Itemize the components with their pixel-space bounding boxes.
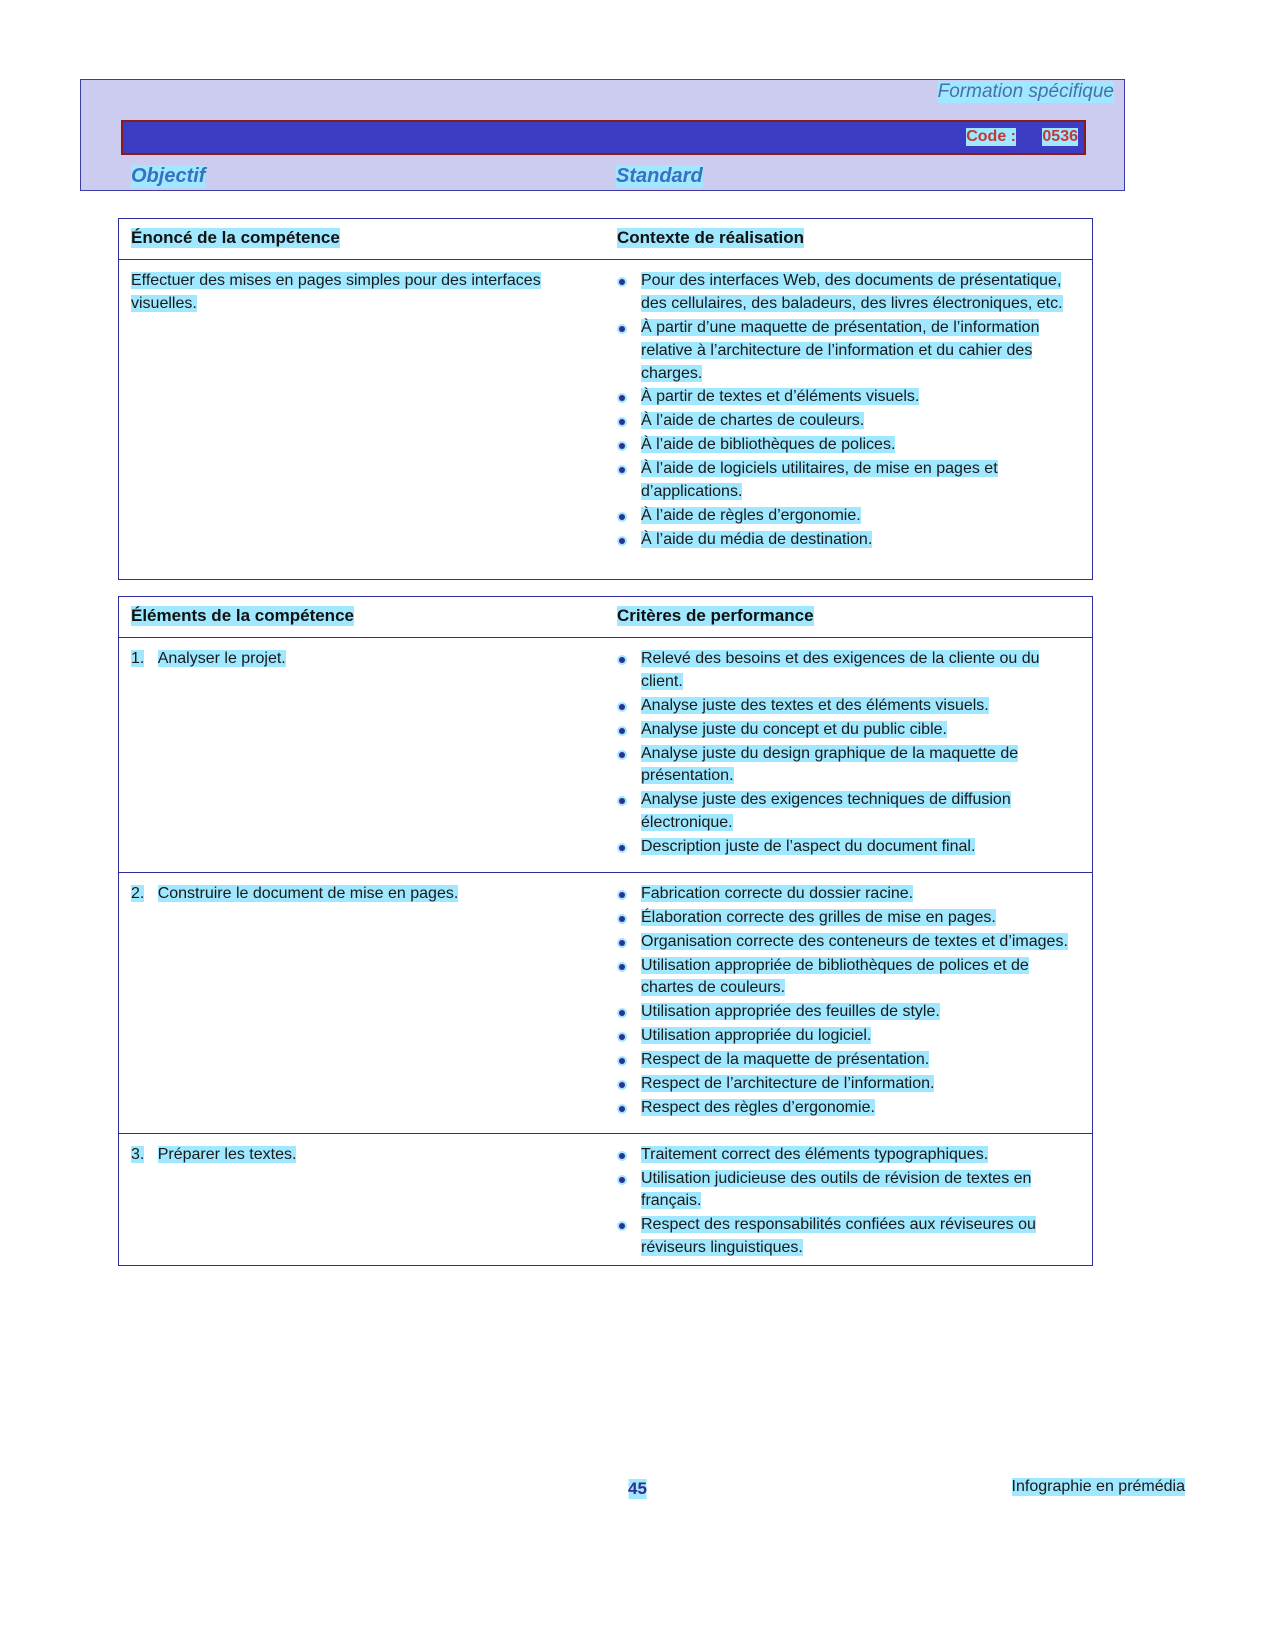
criteria-item-text: Analyse juste des exigences techniques de diffusion électronique. xyxy=(641,791,1011,832)
element-label: Construire le document de mise en pages. xyxy=(157,884,459,902)
context-item-text: À l’aide de logiciels utilitaires, de mise en pages et d’applications. xyxy=(641,460,998,500)
list-item xyxy=(611,1073,1084,1096)
criteria-item-text: Utilisation appropriée du logiciel. xyxy=(641,1027,872,1045)
competence-table xyxy=(118,218,1093,580)
competence-header-right: Contexte de réalisation xyxy=(617,228,805,247)
list-item xyxy=(611,719,1084,742)
element-label-cell xyxy=(119,638,607,872)
list-item xyxy=(611,955,1084,1001)
context-item-text: À partir de textes et d’éléments visuels. xyxy=(641,388,920,406)
context-list xyxy=(611,270,1084,552)
code-bar xyxy=(121,120,1086,155)
element-number: 2. xyxy=(131,884,145,902)
list-item xyxy=(611,529,1084,552)
list-item xyxy=(611,883,1084,906)
competence-header-row xyxy=(119,219,1092,260)
element-entry xyxy=(131,883,599,906)
criteria-item-text: Fabrication correcte du dossier racine. xyxy=(641,884,914,902)
standard-heading: Standard xyxy=(616,165,703,187)
criteria-item-text: Respect des règles d’ergonomie. xyxy=(641,1098,875,1116)
element-label-cell xyxy=(119,1134,607,1273)
header-title: Formation spécifique xyxy=(937,81,1114,102)
list-item xyxy=(611,458,1084,504)
list-item xyxy=(611,1144,1084,1167)
table-row xyxy=(119,638,1092,873)
list-item xyxy=(611,931,1084,954)
list-item xyxy=(611,789,1084,835)
element-entry xyxy=(131,1144,599,1167)
list-item xyxy=(611,648,1084,694)
criteria-item-text: Relevé des besoins et des exigences de la cliente ou du client. xyxy=(641,650,1040,690)
criteria-list xyxy=(611,1144,1084,1260)
page-number: 45 xyxy=(628,1479,647,1498)
list-item xyxy=(611,505,1084,528)
competence-statement-cell xyxy=(119,260,607,565)
competence-body-row xyxy=(119,260,1092,565)
criteria-cell xyxy=(607,638,1092,872)
competence-context-cell xyxy=(607,260,1092,565)
context-item-text: À l’aide de bibliothèques de polices. xyxy=(641,436,896,454)
element-label-cell xyxy=(119,873,607,1133)
objectif-heading: Objectif xyxy=(131,165,206,187)
criteria-item-text: Respect des responsabilités confiées aux réviseures ou réviseurs linguistiques. xyxy=(641,1216,1036,1257)
criteria-cell xyxy=(607,873,1092,1133)
context-item-text: À partir d’une maquette de présentation, de l’information relative à l’architecture de l’information et du cahier des charges. xyxy=(641,318,1040,382)
criteria-list xyxy=(611,883,1084,1120)
criteria-list xyxy=(611,648,1084,859)
element-entry xyxy=(131,648,599,671)
list-item xyxy=(611,743,1084,789)
elements-table xyxy=(118,596,1093,1266)
element-label: Préparer les textes. xyxy=(157,1145,297,1163)
list-item xyxy=(611,1025,1084,1048)
list-item xyxy=(611,836,1084,859)
list-item xyxy=(611,695,1084,718)
criteria-item-text: Description juste de l’aspect du document final. xyxy=(641,838,976,855)
element-label: Analyser le projet. xyxy=(157,650,286,667)
code-label: Code : xyxy=(966,128,1016,145)
competence-statement: Effectuer des mises en pages simples pour des interfaces visuelles. xyxy=(131,272,541,312)
list-item xyxy=(611,386,1084,409)
criteria-item-text: Élaboration correcte des grilles de mise en pages. xyxy=(641,908,996,926)
header-band xyxy=(80,79,1125,191)
context-item-text: À l’aide de règles d’ergonomie. xyxy=(641,506,861,524)
elements-header-row xyxy=(119,597,1092,638)
list-item xyxy=(611,434,1084,457)
elements-header-left: Éléments de la compétence xyxy=(131,606,354,625)
criteria-item-text: Organisation correcte des conteneurs de textes et d’images. xyxy=(641,932,1068,950)
element-number: 1. xyxy=(131,650,145,667)
context-item-text: À l’aide de chartes de couleurs. xyxy=(641,412,865,430)
criteria-item-text: Analyse juste des textes et des éléments visuels. xyxy=(641,696,989,714)
list-item xyxy=(611,1049,1084,1072)
list-item xyxy=(611,1097,1084,1120)
list-item xyxy=(611,270,1084,316)
list-item xyxy=(611,1168,1084,1214)
list-item xyxy=(611,410,1084,433)
criteria-item-text: Traitement correct des éléments typographiques. xyxy=(641,1145,989,1163)
table-row xyxy=(119,873,1092,1134)
competence-header-left: Énoncé de la compétence xyxy=(131,228,340,247)
list-item xyxy=(611,317,1084,386)
criteria-item-text: Utilisation appropriée des feuilles de style. xyxy=(641,1003,940,1021)
criteria-item-text: Analyse juste du concept et du public cible. xyxy=(641,720,947,738)
criteria-item-text: Respect de la maquette de présentation. xyxy=(641,1051,930,1068)
context-item-text: À l’aide du média de destination. xyxy=(641,530,873,548)
criteria-item-text: Utilisation appropriée de bibliothèques de polices et de chartes de couleurs. xyxy=(641,956,1029,997)
context-item-text: Pour des interfaces Web, des documents de présentatique, des cellulaires, des baladeurs, des livres électroniques, etc. xyxy=(641,272,1063,312)
list-item xyxy=(611,907,1084,930)
criteria-cell xyxy=(607,1134,1092,1273)
footer-program: Infographie en prémédia xyxy=(1011,1478,1185,1495)
criteria-item-text: Analyse juste du design graphique de la maquette de présentation. xyxy=(641,744,1019,785)
elements-header-right: Critères de performance xyxy=(617,606,814,625)
code-value: 0536 xyxy=(1042,128,1078,145)
criteria-item-text: Utilisation judicieuse des outils de révision de textes en français. xyxy=(641,1169,1032,1210)
element-number: 3. xyxy=(131,1145,145,1163)
list-item xyxy=(611,1001,1084,1024)
criteria-item-text: Respect de l’architecture de l’information. xyxy=(641,1074,935,1092)
list-item xyxy=(611,1214,1084,1260)
table-row xyxy=(119,1134,1092,1273)
